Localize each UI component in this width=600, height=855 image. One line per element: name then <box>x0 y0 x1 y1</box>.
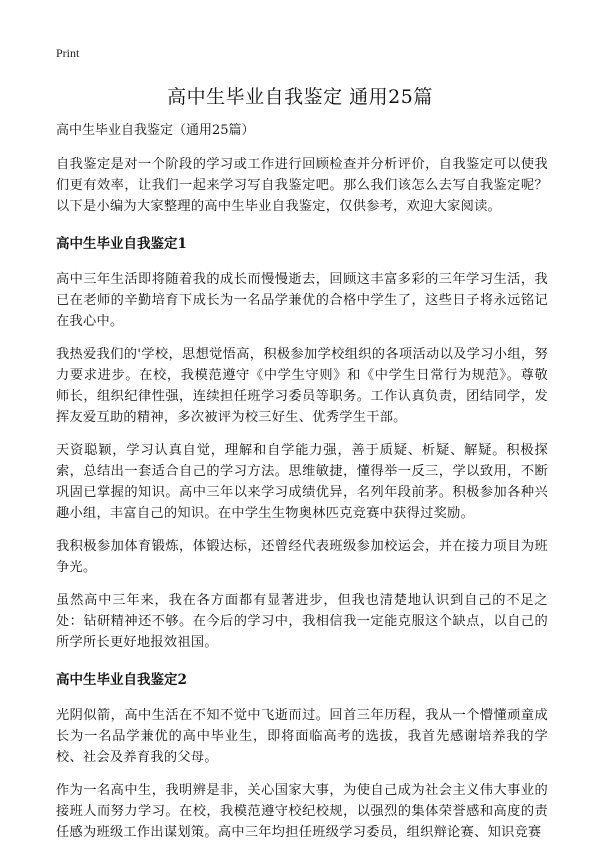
section-heading-1: 高中生毕业自我鉴定1 <box>56 236 187 252</box>
intro-paragraph: 自我鉴定是对一个阶段的学习或工作进行回顾检查并分析评价，自我鉴定可以使我们更有效率，让我们一起来学习写自我鉴定吧。那么我们该怎么去写自我鉴定呢？以下是小编为大家整理的高中生毕业自我鉴定，仅供参考，欢迎大家阅读。 <box>56 157 548 214</box>
document-subtitle: 高中生毕业自我鉴定（通用25篇） <box>56 123 255 138</box>
print-link[interactable]: Print <box>56 46 80 60</box>
section-2-paragraph-2: 作为一名高中生，我明辨是非，关心国家大事，为使自己成为社会主义伟大事业的接班人而努力学习。在校，我模范遵守校纪校规，以强烈的集体荣誉感和高度的责任感为班级工作出谋划策。高中三年均担任班级学习委员，组织辩论赛、知识竞赛 <box>56 783 548 840</box>
section-1-paragraph-4: 我积极参加体育锻炼，体锻达标，还曾经代表班级参加校运会，并在接力项目为班争光。 <box>56 539 548 575</box>
section-1-paragraph-2: 我热爱我们的'学校，思想觉悟高，积极参加学校组织的各项活动以及学习小组，努力要求进步。在校，我模范遵守《中学生守则》和《中学生日常行为规范》。尊敬师长，组织纪律性强，连续担任班学习委员等职务。工作认真负责，团结同学，发挥友爱互助的精神，多次被评为校三好生、优秀学生干部。 <box>56 347 548 425</box>
document-body <box>56 122 548 855</box>
section-2-paragraph-1: 光阴似箭，高中生活在不知不觉中飞逝而过。回首三年历程，我从一个懵懂顽童成长为一名品学兼优的高中毕业生，即将面临高考的选拔，我首先感谢培养我的学校、社会及养育我的父母。 <box>56 708 548 765</box>
section-1-paragraph-1: 高中三年生活即将随着我的成长而慢慢逝去，回顾这丰富多彩的三年学习生活，我已在老师的辛勤培育下成长为一名品学兼优的合格中学生了，这些日子将永远铭记在我心中。 <box>56 272 548 329</box>
section-1-paragraph-3: 天资聪颖，学习认真自觉，理解和自学能力强，善于质疑、析疑、解疑。积极探索，总结出一套适合自己的学习方法。思维敏捷，懂得举一反三，学以致用，不断巩固已掌握的知识。高中三年以来学习成绩优异，名列年段前茅。积极参加各种兴趣小组，丰富自己的知识。在中学生生物奥林匹克竞赛中获得过奖励。 <box>56 443 548 521</box>
section-1-paragraph-5: 虽然高中三年来，我在各方面都有显著进步，但我也清楚地认识到自己的不足之处：钻研精神还不够。在今后的学习中，我相信我一定能克服这个缺点，以自己的所学所长更好地报效祖国。 <box>56 593 548 650</box>
page-title: 高中生毕业自我鉴定 通用25篇 <box>167 86 433 108</box>
section-heading-2: 高中生毕业自我鉴定2 <box>56 672 187 688</box>
